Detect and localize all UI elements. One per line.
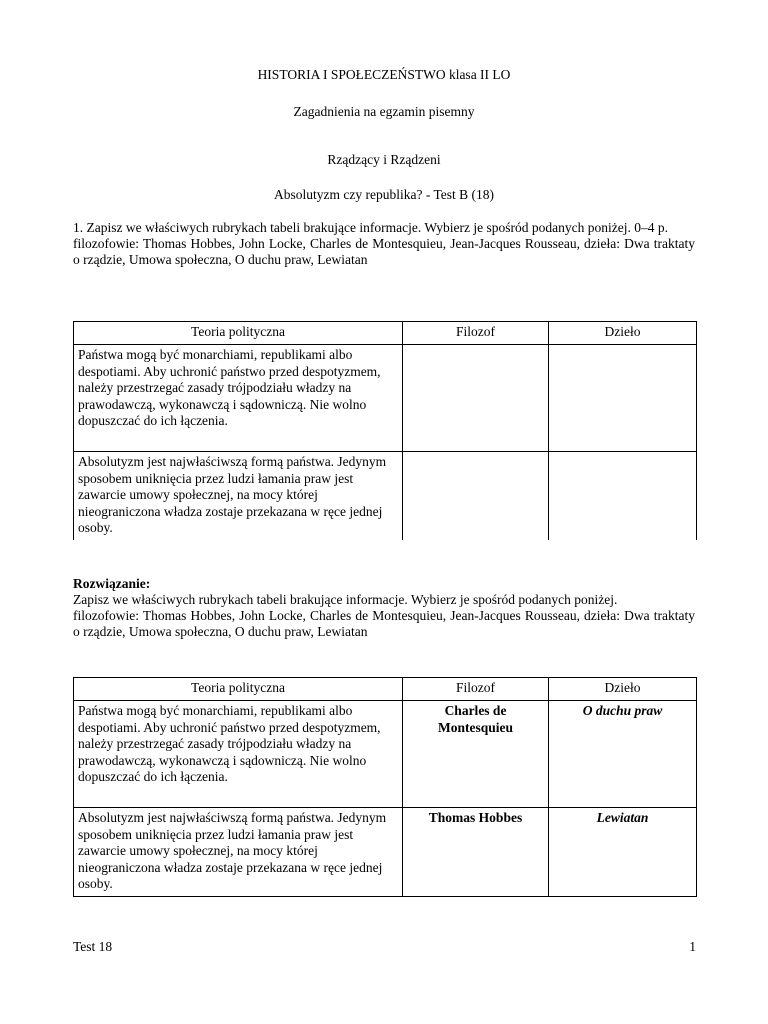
work-answer-cell: Lewiatan — [549, 808, 697, 897]
solution-section — [73, 576, 695, 640]
theory-cell: Państwa mogą być monarchiami, republikami albo despotiami. Aby uchronić państwo przed despotyzmem, należy przestrzegać zasady trójpodziału władzy na prawodawczą, wykonawczą i sądowniczą. Nie wolno dopuszczać do ich łączenia. — [74, 701, 403, 808]
topic-heading: Rządzący i Rządzeni — [327, 152, 441, 167]
column-header-work: Dzieło — [549, 678, 697, 701]
column-header-theory: Teoria polityczna — [74, 678, 403, 701]
solution-heading: Rozwiązanie: — [73, 576, 151, 591]
solution-table — [73, 677, 697, 897]
column-header-work: Dzieło — [549, 322, 697, 345]
task-instructions — [73, 220, 695, 268]
philosopher-answer-cell[interactable] — [403, 452, 549, 541]
document-subtitle: Zagadnienia na egzamin pisemny — [293, 104, 475, 119]
philosopher-answer-cell[interactable] — [403, 345, 549, 452]
work-answer-cell[interactable] — [549, 345, 697, 452]
table-row — [74, 701, 697, 808]
page-number: 1 — [689, 939, 696, 954]
column-header-theory: Teoria polityczna — [74, 322, 403, 345]
work-answer-cell[interactable] — [549, 452, 697, 541]
philosopher-answer-cell: Thomas Hobbes — [403, 808, 549, 897]
table-row — [74, 452, 697, 541]
philosopher-answer-cell: Charles de Montesquieu — [403, 701, 549, 808]
theory-cell: Absolutyzm jest najwłaściwszą formą państwa. Jedynym sposobem uniknięcia przez ludzi łamania praw jest zawarcie umowy społecznej, na mocy której nieograniczona władza zostaje przekazana w ręce jednej osoby. — [74, 452, 403, 541]
table-header-row — [74, 678, 697, 701]
task-line-1: 1. Zapisz we właściwych rubrykach tabeli brakujące informacje. Wybierz je spośród podanych poniżej. 0–4 p. — [73, 220, 668, 235]
solution-line-2: filozofowie: Thomas Hobbes, John Locke, Charles de Montesquieu, Jean-Jacques Rousseau, dzieła: Dwa traktaty o rządzie, Umowa społeczna, O duchu praw, Lewiatan — [73, 608, 695, 639]
theory-cell: Absolutyzm jest najwłaściwszą formą państwa. Jedynym sposobem uniknięcia przez ludzi łamania praw jest zawarcie umowy społecznej, na mocy której nieograniczona władza zostaje przekazana w ręce jednej osoby. — [74, 808, 403, 897]
column-header-philosopher: Filozof — [403, 322, 549, 345]
table-header-row — [74, 322, 697, 345]
test-heading: Absolutyzm czy republika? - Test B (18) — [273, 187, 494, 202]
table-row — [74, 808, 697, 897]
column-header-philosopher: Filozof — [403, 678, 549, 701]
question-table — [73, 321, 697, 540]
document-title: HISTORIA I SPOŁECZEŃSTWO klasa II LO — [257, 67, 511, 82]
theory-cell: Państwa mogą być monarchiami, republikami albo despotiami. Aby uchronić państwo przed despotyzmem, należy przestrzegać zasady trójpodziału władzy na prawodawczą, wykonawczą i sądowniczą. Nie wolno dopuszczać do ich łączenia. — [74, 345, 403, 452]
footer-test-label: Test 18 — [73, 939, 113, 954]
table-row — [74, 345, 697, 452]
solution-line-1: Zapisz we właściwych rubrykach tabeli brakujące informacje. Wybierz je spośród podanych poniżej. — [73, 592, 618, 607]
task-line-2: filozofowie: Thomas Hobbes, John Locke, Charles de Montesquieu, Jean-Jacques Rousseau, dzieła: Dwa traktaty o rządzie, Umowa społeczna, O duchu praw, Lewiatan — [73, 236, 695, 267]
work-answer-cell: O duchu praw — [549, 701, 697, 808]
